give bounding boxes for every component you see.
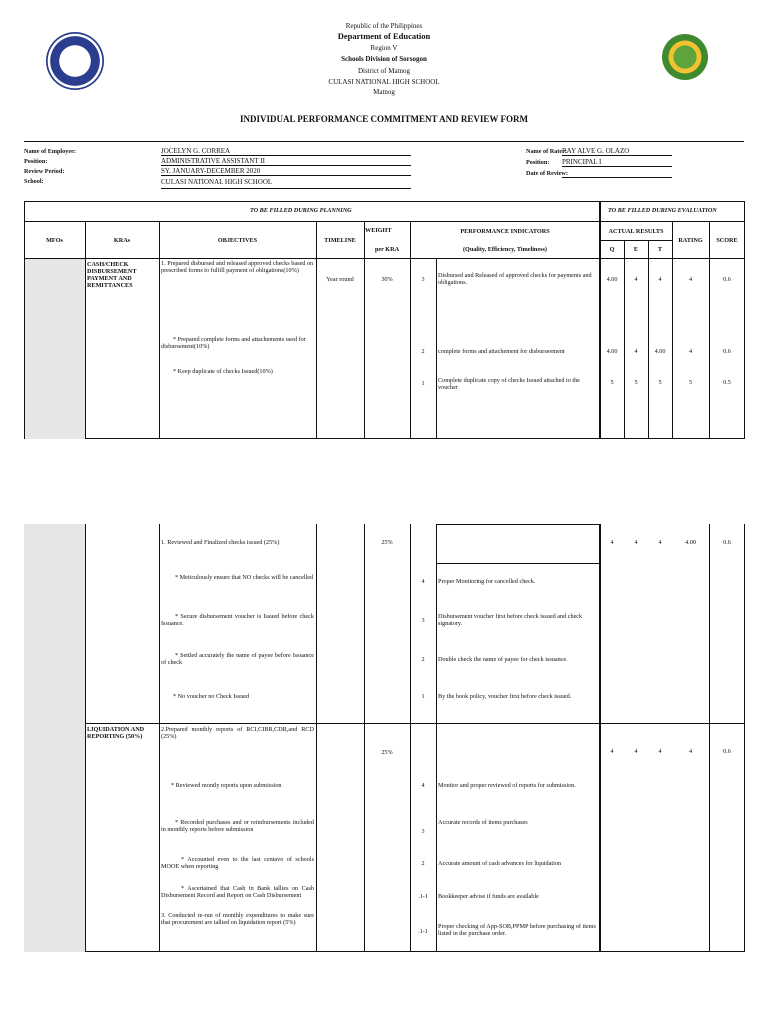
mfo-column-shade (25, 259, 85, 439)
mfo-column-shade (24, 524, 85, 952)
t-value: 5 (658, 379, 662, 386)
indicator-number: 1 (421, 380, 425, 387)
score-value: 0.6 (723, 748, 731, 755)
weight-value: 25% (381, 749, 393, 756)
rater-name-value: RAY ALVE G. OLAZO (562, 147, 672, 156)
indicator-text: Proper Monitoring for cancelled check. (438, 578, 536, 585)
kras-header: KRAs (113, 237, 131, 244)
q-value: 4 (610, 539, 614, 546)
weight-header: WEIGHT (365, 227, 392, 234)
district-text: District of Matnog (357, 67, 411, 75)
indicator-number: .1-1 (418, 928, 428, 935)
t-header: T (657, 246, 663, 253)
rater-position-value: PRINCIPAL I (562, 158, 672, 167)
objective-monthly-reports: 2.Prepared monthly reports of RCI,CIBR,CDR,and RCD (25%) (161, 726, 314, 740)
indicator-text: Accurate amount of cash advances for liquidation (438, 860, 562, 867)
objectives-header: OBJECTIVES (217, 237, 258, 244)
q-value: 4.00 (606, 276, 618, 283)
evaluation-header: TO BE FILLED DURING EVALUATION (608, 207, 717, 214)
indicator-number: 2 (421, 348, 425, 355)
objective-1: 1. Prepared disbursed and released approved checks based on prescribed forms to fulfill payment of obligations(10%) (161, 260, 314, 274)
q-value: 5 (610, 379, 614, 386)
e-value: 4 (634, 276, 638, 283)
e-header: E (633, 246, 639, 253)
indicator-number: 2 (421, 860, 425, 867)
indicator-number: 2 (421, 656, 425, 663)
review-period-label: Review Period: (24, 168, 65, 175)
score-value: 0.6 (723, 539, 731, 546)
objective-sub: * Accounted even to the last centavo of schools MOOE when reporting (161, 856, 314, 870)
e-value: 5 (634, 379, 638, 386)
position-value: ADMINISTRATIVE ASSISTANT II (161, 157, 411, 166)
review-date-label: Date of Review: (526, 170, 568, 177)
indicator-number: 4 (421, 782, 425, 789)
region-text: Region V (370, 44, 398, 52)
review-period-value: SY. JANUARY-DECEMBER 2020 (161, 167, 411, 176)
indicator-text: Double check the name of payee for check issuance. (438, 656, 568, 663)
kra-cash-disbursement: CASH/CHECK DISBURSEMENT PAYMENT AND REMITTANCES (87, 261, 137, 289)
planning-header: TO BE FILLED DURING PLANNING (250, 207, 352, 214)
t-value: 4.00 (654, 348, 666, 355)
position-label: Position: (24, 158, 48, 165)
review-date-value (562, 169, 672, 178)
indicator-text: Disbursed and Released of approved checks for payments and obligations. (438, 272, 592, 286)
info-top-border (24, 141, 744, 142)
employee-name-label: Name of Employee: (24, 148, 76, 155)
rating-value: 4.00 (685, 539, 696, 546)
indicator-number: 3 (421, 617, 425, 624)
objective-sub: * Recorded purchases and or reimbursements included in monthly reports before submission (161, 819, 314, 833)
objective-sub: * Secure disbursement voucher is Issued before check Issuance. (161, 613, 314, 627)
indicator-text: Bookkeeper advise if funds are available (438, 893, 539, 900)
t-value: 4 (658, 748, 662, 755)
per-kra-header: per KRA (374, 246, 400, 253)
indicator-number: 3 (421, 828, 425, 835)
division-text: Schools Division of Sorsogon (341, 55, 427, 63)
school-label: School: (24, 178, 44, 185)
objective-1c: * Keep duplicate of checks Issued(10%) (173, 368, 273, 375)
rating-value: 4 (688, 276, 693, 283)
indicators-header: PERFORMANCE INDICATORS (460, 228, 550, 235)
objective-1b: * Prepared complete forms and attachements used for disbursement(10%) (161, 336, 306, 350)
score-value: 0.5 (723, 379, 731, 386)
indicator-text: By the book policy, voucher first before check issued. (438, 693, 572, 700)
kra-liquidation-reporting: LIQUIDATION AND REPORTING (50%) (87, 726, 145, 740)
rating-value: 5 (688, 379, 693, 386)
objective-rerun-expenditures: 3. Conducted re-run of monthly expenditures to make sure that procurement are tallied on liquidation report (5%) (161, 912, 314, 926)
rating-value: 4 (688, 748, 693, 755)
indicator-number: 3 (421, 276, 425, 283)
weight-value: 25% (381, 539, 393, 546)
indicator-text: Accurate records of items purchases (438, 819, 528, 826)
actual-results-header: ACTUAL RESULTS (608, 228, 664, 235)
rater-name-label: Name of Rater: (526, 148, 567, 155)
e-value: 4 (634, 539, 638, 546)
e-value: 4 (634, 748, 638, 755)
indicator-number: 4 (421, 578, 425, 585)
objective-reviewed-checks: 1. Reviewed and Finalized checks issued (25%) (161, 539, 280, 546)
q-header: Q (609, 246, 615, 253)
indicator-text: Proper checking of App-SOB,PPMP before purchasing of items listed in the purchase order. (438, 923, 596, 937)
objective-sub: * Settled accurately the name of payee before Issuance of check (161, 652, 314, 666)
objective-sub: * Reviewed montly reports upon submission (171, 782, 282, 789)
objective-sub: * No voucher no Check Issued (173, 693, 250, 700)
indicator-text: complete forms and attachement for disburseement (438, 348, 565, 355)
objective-sub: * Ascertained that Cash in Bank tallies on Cash Disbursement Record and Report on Cash Disbursement (161, 885, 314, 899)
form-title: INDIVIDUAL PERFORMANCE COMMITMENT AND REVIEW FORM (240, 114, 528, 124)
school-text: CULASI NATIONAL HIGH SCHOOL (328, 78, 440, 86)
score-value: 0.6 (723, 348, 731, 355)
q-value: 4 (610, 748, 614, 755)
rating-value: 4 (688, 348, 693, 355)
indicator-text: Complete duplicate copy of checks Issued attached to the voucher (438, 377, 580, 391)
score-header: SCORE (716, 237, 738, 244)
t-value: 4 (658, 276, 662, 283)
indicator-number: 1 (421, 693, 425, 700)
weight-value: 30% (381, 276, 393, 283)
indicator-text: Monitor and proper reviewed of reports for submission. (438, 782, 576, 789)
indicator-number: .1-1 (418, 893, 428, 900)
employee-name-value: JOCELYN G. CORREA (161, 147, 411, 156)
mfos-header: MFOs (46, 237, 63, 244)
objective-sub: * Meticulously ensure that NO checks will be cancelled (175, 574, 314, 581)
republic-text: Republic of the Philippines (345, 22, 423, 30)
indicators-subheader: (Quality, Efficiency, Timeliness) (463, 246, 547, 253)
department-text: Department of Education (337, 31, 431, 41)
t-value: 4 (658, 539, 662, 546)
rater-position-label: Position: (526, 159, 550, 166)
rating-header: RATING (678, 237, 703, 244)
e-value: 4 (634, 348, 638, 355)
school-value: CULASI NATIONAL HIGH SCHOOL (161, 178, 411, 189)
indicator-text: Disbursement voucher first before check issued and check signatory. (438, 613, 583, 627)
town-text: Matnog (373, 88, 395, 96)
timeline-value: Year round (326, 276, 354, 283)
score-value: 0.6 (723, 276, 731, 283)
timeline-header: TIMELINE (324, 237, 356, 244)
q-value: 4.00 (606, 348, 618, 355)
